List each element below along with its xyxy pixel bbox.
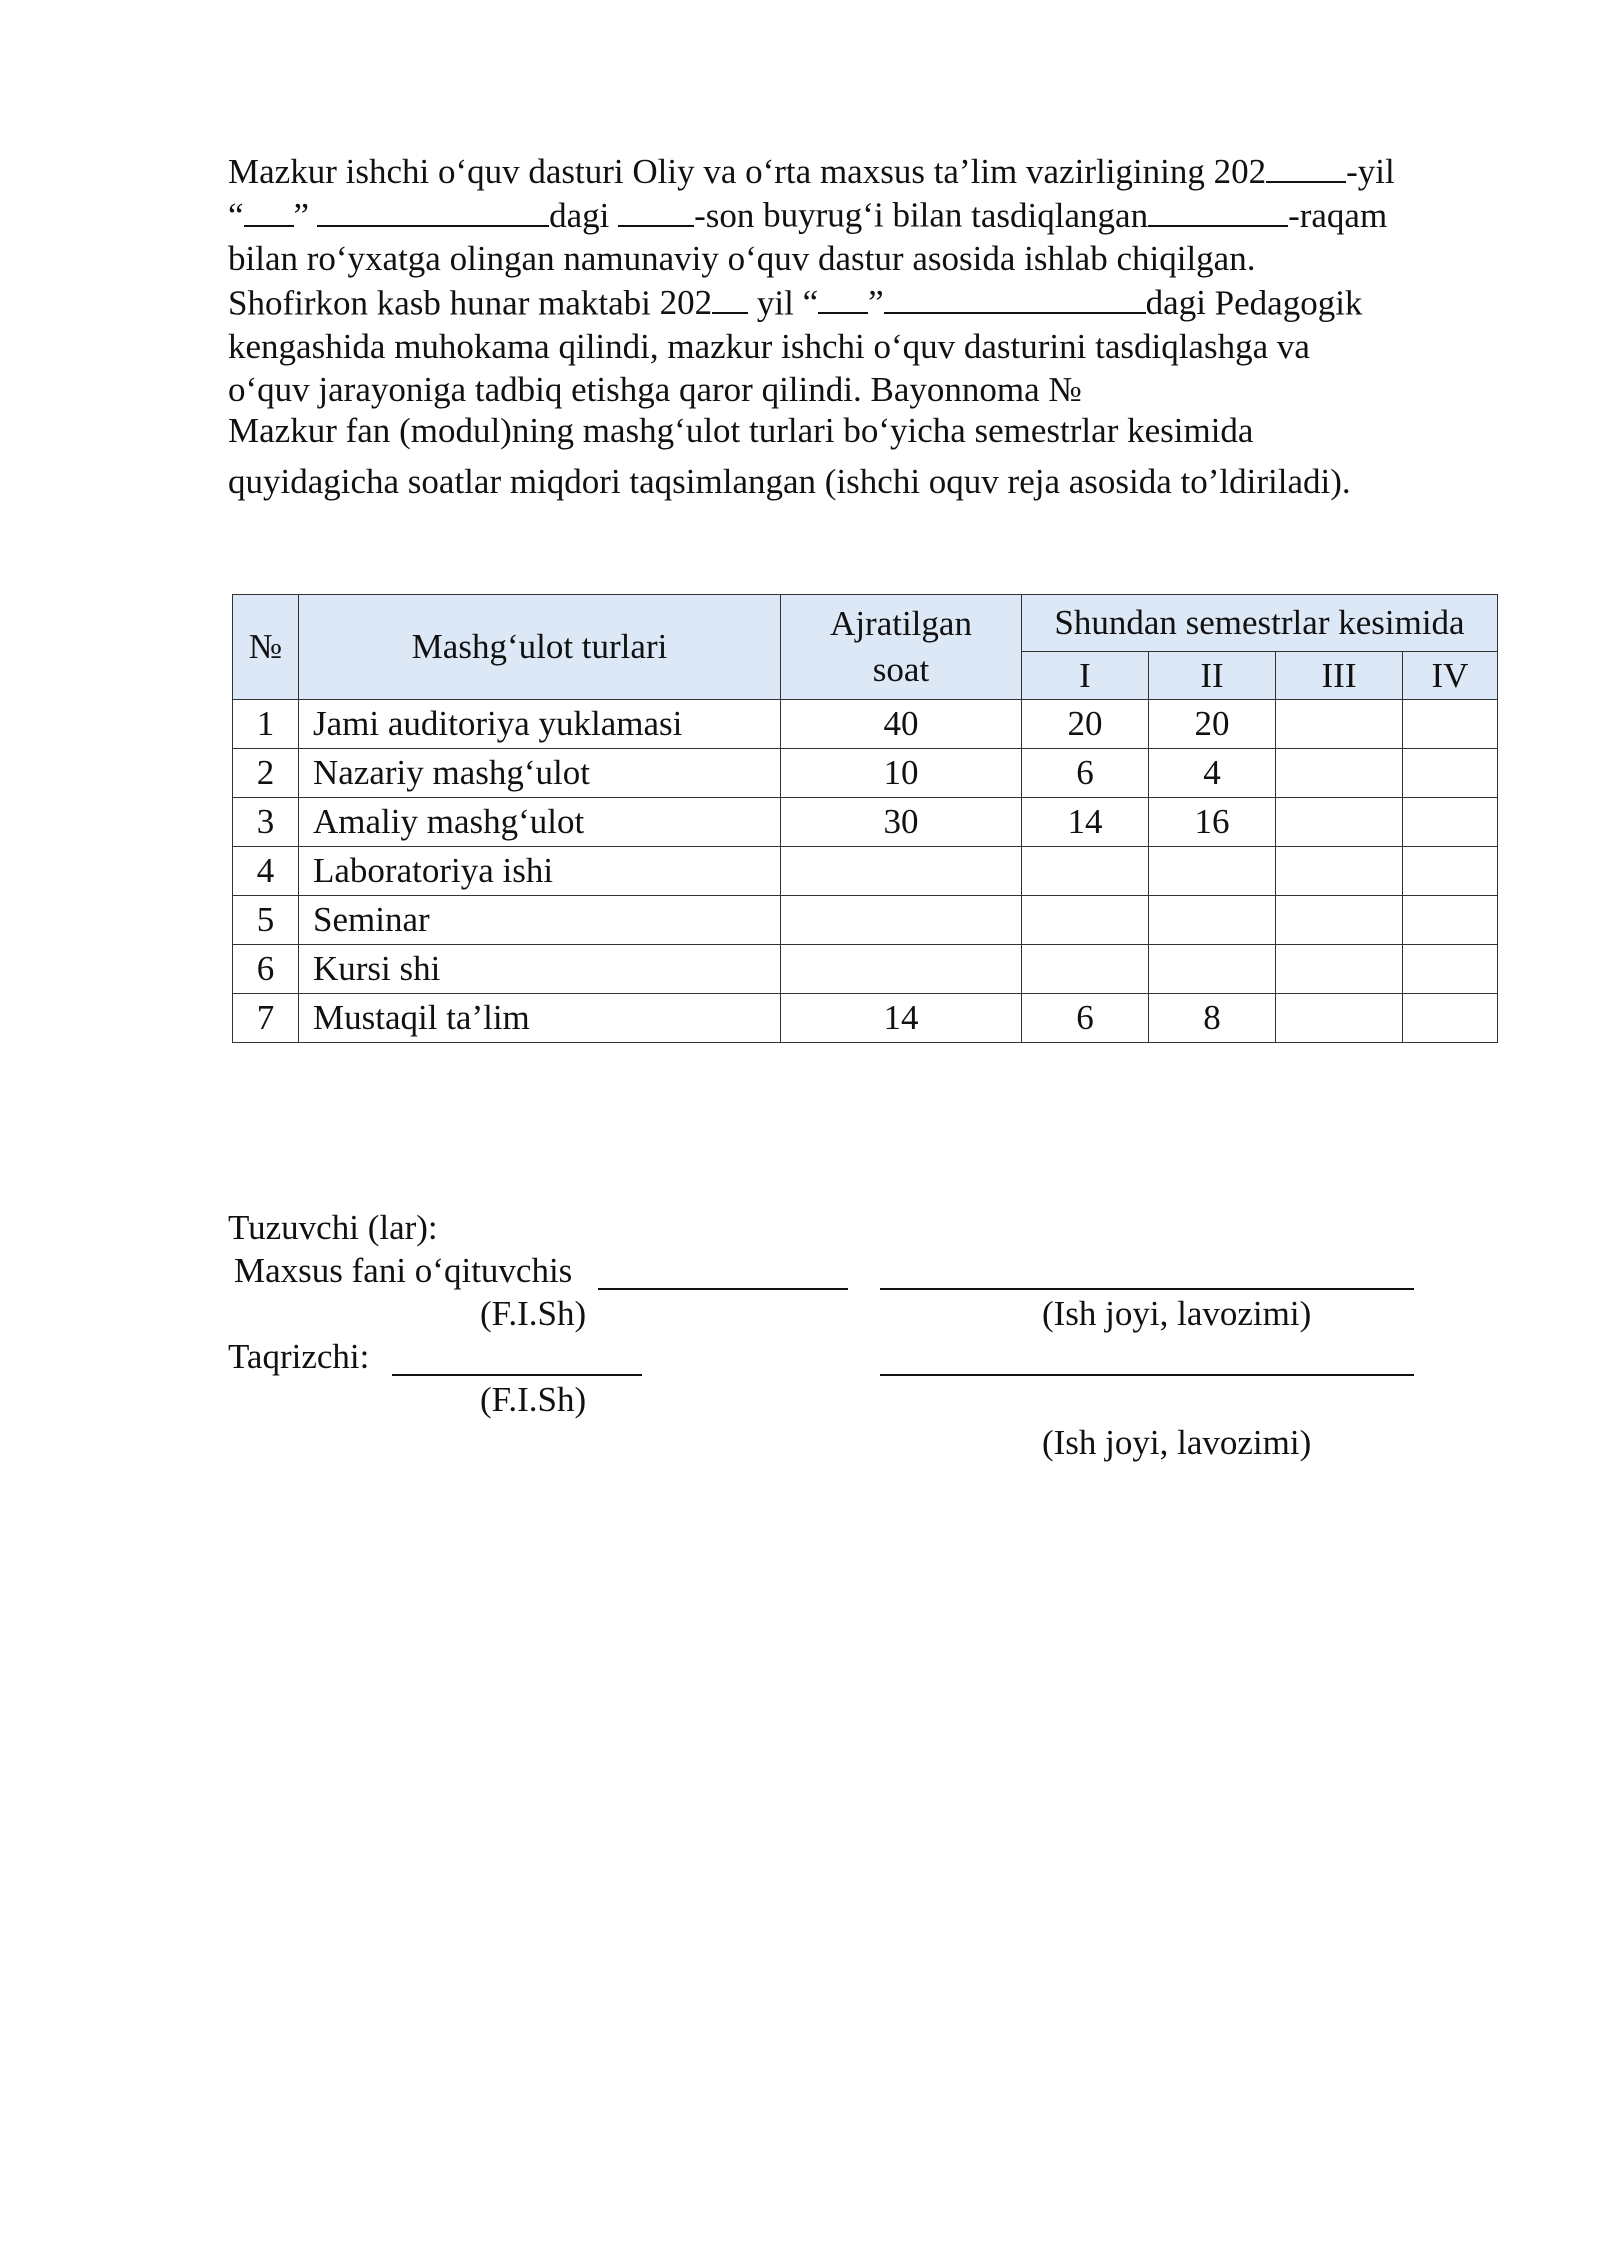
intro-word: dagi <box>549 195 610 235</box>
semester-2-cell: 16 <box>1149 798 1276 847</box>
lesson-type-cell: Kursi shi <box>299 945 781 994</box>
semester-1-cell <box>1022 945 1149 994</box>
intro-word: dasturini <box>963 326 1087 366</box>
year-blank <box>1266 149 1346 183</box>
distribution-word: semestrlar <box>974 411 1119 450</box>
row-number-cell: 5 <box>233 896 299 945</box>
header-allocated-line-2: soat <box>872 650 930 689</box>
intro-word: Shofirkon <box>228 283 368 322</box>
header-semester-3: III <box>1276 652 1403 700</box>
table-row <box>233 847 1498 896</box>
row-number-cell: 3 <box>233 798 299 847</box>
header-number: № <box>233 595 299 700</box>
intro-word: -son <box>694 195 755 235</box>
header-allocated-hours <box>781 595 1022 700</box>
teacher-workplace-line <box>880 1288 1414 1290</box>
intro-word: namunaviy <box>563 239 719 278</box>
lesson-type-cell: Seminar <box>299 896 781 945</box>
header-allocated-line-1: Ajratilgan <box>830 604 972 643</box>
council-day-blank <box>818 281 868 315</box>
reviewer-label: Taqrizchi: <box>228 1337 370 1376</box>
hours-distribution-table <box>232 594 1498 1043</box>
semester-3-cell <box>1276 994 1403 1043</box>
row-number-cell: 4 <box>233 847 299 896</box>
table-row <box>233 896 1498 945</box>
semester-1-cell: 14 <box>1022 798 1149 847</box>
teacher-label: Maxsus fani o‘qituvchis <box>234 1251 573 1290</box>
table-row <box>233 945 1498 994</box>
lesson-type-cell: Jami auditoriya yuklamasi <box>299 700 781 749</box>
intro-text: Mazkur ishchi o‘quv dasturi Oliy va o‘rta maxsus ta’lim vazirligining 202 <box>228 151 1267 191</box>
teacher-workplace-caption: (Ish joyi, lavozimi) <box>1042 1294 1312 1333</box>
council-month-blank <box>884 281 1146 315</box>
allocated-hours-cell <box>781 896 1022 945</box>
intro-word: ishchi <box>781 326 865 366</box>
semester-1-cell <box>1022 896 1149 945</box>
intro-line-2 <box>228 193 1486 237</box>
lesson-type-cell: Amaliy mashg‘ulot <box>299 798 781 847</box>
semester-2-cell: 4 <box>1149 749 1276 798</box>
quote-close: ” <box>293 195 310 235</box>
semester-1-cell: 6 <box>1022 749 1149 798</box>
allocated-hours-cell: 30 <box>781 798 1022 847</box>
semester-3-cell <box>1276 700 1403 749</box>
semester-3-cell <box>1276 798 1403 847</box>
semester-2-cell <box>1149 945 1276 994</box>
intro-word: Pedagogik <box>1214 283 1363 322</box>
distribution-line-1 <box>228 409 1486 453</box>
intro-word: buyrug‘i <box>763 195 884 235</box>
intro-line-4 <box>228 281 1486 325</box>
teacher-fish-caption: (F.I.Sh) <box>480 1294 587 1333</box>
intro-word: tasdiqlangan <box>971 195 1149 235</box>
distribution-word: mashg‘ulot <box>582 411 741 450</box>
row-number-cell: 2 <box>233 749 299 798</box>
intro-word: qilindi, <box>558 326 659 366</box>
intro-word: yil <box>756 283 794 322</box>
semester-4-cell <box>1403 700 1498 749</box>
intro-line-3 <box>228 237 1486 281</box>
semester-4-cell <box>1403 847 1498 896</box>
intro-word: va <box>1276 326 1310 366</box>
header-semester-4: IV <box>1403 652 1498 700</box>
header-lesson-type: Mashg‘ulot turlari <box>299 595 781 700</box>
intro-line-6: o‘quv jarayoniga tadbiq etishga qaror qilindi. Bayonnoma № <box>228 370 1082 409</box>
semester-3-cell <box>1276 896 1403 945</box>
intro-line-5 <box>228 325 1486 369</box>
semester-2-cell <box>1149 896 1276 945</box>
distribution-word: kesimida <box>1127 411 1254 450</box>
reviewer-workplace-line <box>880 1374 1414 1376</box>
authors-label: Tuzuvchi (lar): <box>228 1208 438 1247</box>
intro-text: -yil <box>1346 151 1395 191</box>
distribution-word: (modul)ning <box>399 411 575 450</box>
row-number-cell: 7 <box>233 994 299 1043</box>
lesson-type-cell: Mustaqil ta’lim <box>299 994 781 1043</box>
intro-word: ishlab <box>1024 239 1108 278</box>
intro-word: asosida <box>912 239 1016 278</box>
intro-word: olingan <box>449 239 555 278</box>
intro-word: 202 <box>659 283 713 322</box>
intro-word: kasb <box>376 283 441 322</box>
intro-word: bilan <box>228 239 298 278</box>
distribution-line-2: quyidagicha soatlar miqdori taqsimlangan (ishchi oquv reja asosida to’ldiriladi). <box>228 461 1351 501</box>
table-row <box>233 749 1498 798</box>
distribution-word: Mazkur <box>228 411 337 450</box>
table-row <box>233 798 1498 847</box>
intro-word: hunar <box>449 283 530 322</box>
day-blank <box>244 193 294 227</box>
school-year-blank <box>712 281 748 315</box>
semester-3-cell <box>1276 749 1403 798</box>
semester-4-cell <box>1403 798 1498 847</box>
intro-word: -raqam <box>1288 195 1388 235</box>
intro-word: chiqilgan. <box>1116 239 1256 278</box>
distribution-word: fan <box>345 411 391 450</box>
teacher-name-line <box>598 1288 848 1290</box>
row-number-cell: 6 <box>233 945 299 994</box>
intro-paragraph <box>228 149 1486 412</box>
distribution-paragraph <box>228 409 1486 503</box>
header-semesters: Shundan semestrlar kesimida <box>1022 595 1498 652</box>
quote-close: ” <box>868 283 884 322</box>
semester-1-cell: 6 <box>1022 994 1149 1043</box>
quote-open: “ <box>228 195 244 235</box>
table-row <box>233 700 1498 749</box>
semester-3-cell <box>1276 945 1403 994</box>
semester-4-cell <box>1403 994 1498 1043</box>
distribution-word: turlari <box>749 411 835 450</box>
allocated-hours-cell <box>781 945 1022 994</box>
intro-word: mazkur <box>667 326 773 366</box>
semester-1-cell <box>1022 847 1149 896</box>
intro-word: muhokama <box>394 326 550 366</box>
order-number-blank <box>618 193 694 227</box>
intro-word: dagi <box>1145 283 1206 322</box>
table-body <box>233 700 1498 1043</box>
month-blank <box>317 193 549 227</box>
semester-4-cell <box>1403 896 1498 945</box>
header-semester-1: I <box>1022 652 1149 700</box>
registry-number-blank <box>1148 193 1288 227</box>
intro-word: dastur <box>818 239 904 278</box>
reviewer-workplace-caption: (Ish joyi, lavozimi) <box>1042 1423 1312 1462</box>
intro-word: maktabi <box>538 283 651 322</box>
lesson-type-cell: Laboratoriya ishi <box>299 847 781 896</box>
semester-2-cell: 20 <box>1149 700 1276 749</box>
semester-2-cell: 8 <box>1149 994 1276 1043</box>
intro-line-1 <box>228 149 1486 193</box>
intro-word: bilan <box>892 195 963 235</box>
intro-word: kengashida <box>228 326 386 366</box>
table-header-row <box>233 595 1498 652</box>
intro-word: tasdiqlashga <box>1095 326 1269 366</box>
quote-open: “ <box>802 283 819 322</box>
header-semester-2: II <box>1149 652 1276 700</box>
semester-1-cell: 20 <box>1022 700 1149 749</box>
reviewer-name-line <box>392 1374 642 1376</box>
allocated-hours-cell: 14 <box>781 994 1022 1043</box>
semester-2-cell <box>1149 847 1276 896</box>
intro-word: o‘quv <box>873 326 956 366</box>
semester-3-cell <box>1276 847 1403 896</box>
intro-word: ro‘yxatga <box>306 239 441 278</box>
table-row <box>233 994 1498 1043</box>
distribution-word: bo‘yicha <box>843 411 966 450</box>
semester-4-cell <box>1403 749 1498 798</box>
semester-4-cell <box>1403 945 1498 994</box>
row-number-cell: 1 <box>233 700 299 749</box>
reviewer-fish-caption: (F.I.Sh) <box>480 1380 587 1419</box>
lesson-type-cell: Nazariy mashg‘ulot <box>299 749 781 798</box>
allocated-hours-cell: 10 <box>781 749 1022 798</box>
intro-word: o‘quv <box>727 239 810 278</box>
allocated-hours-cell <box>781 847 1022 896</box>
allocated-hours-cell: 40 <box>781 700 1022 749</box>
